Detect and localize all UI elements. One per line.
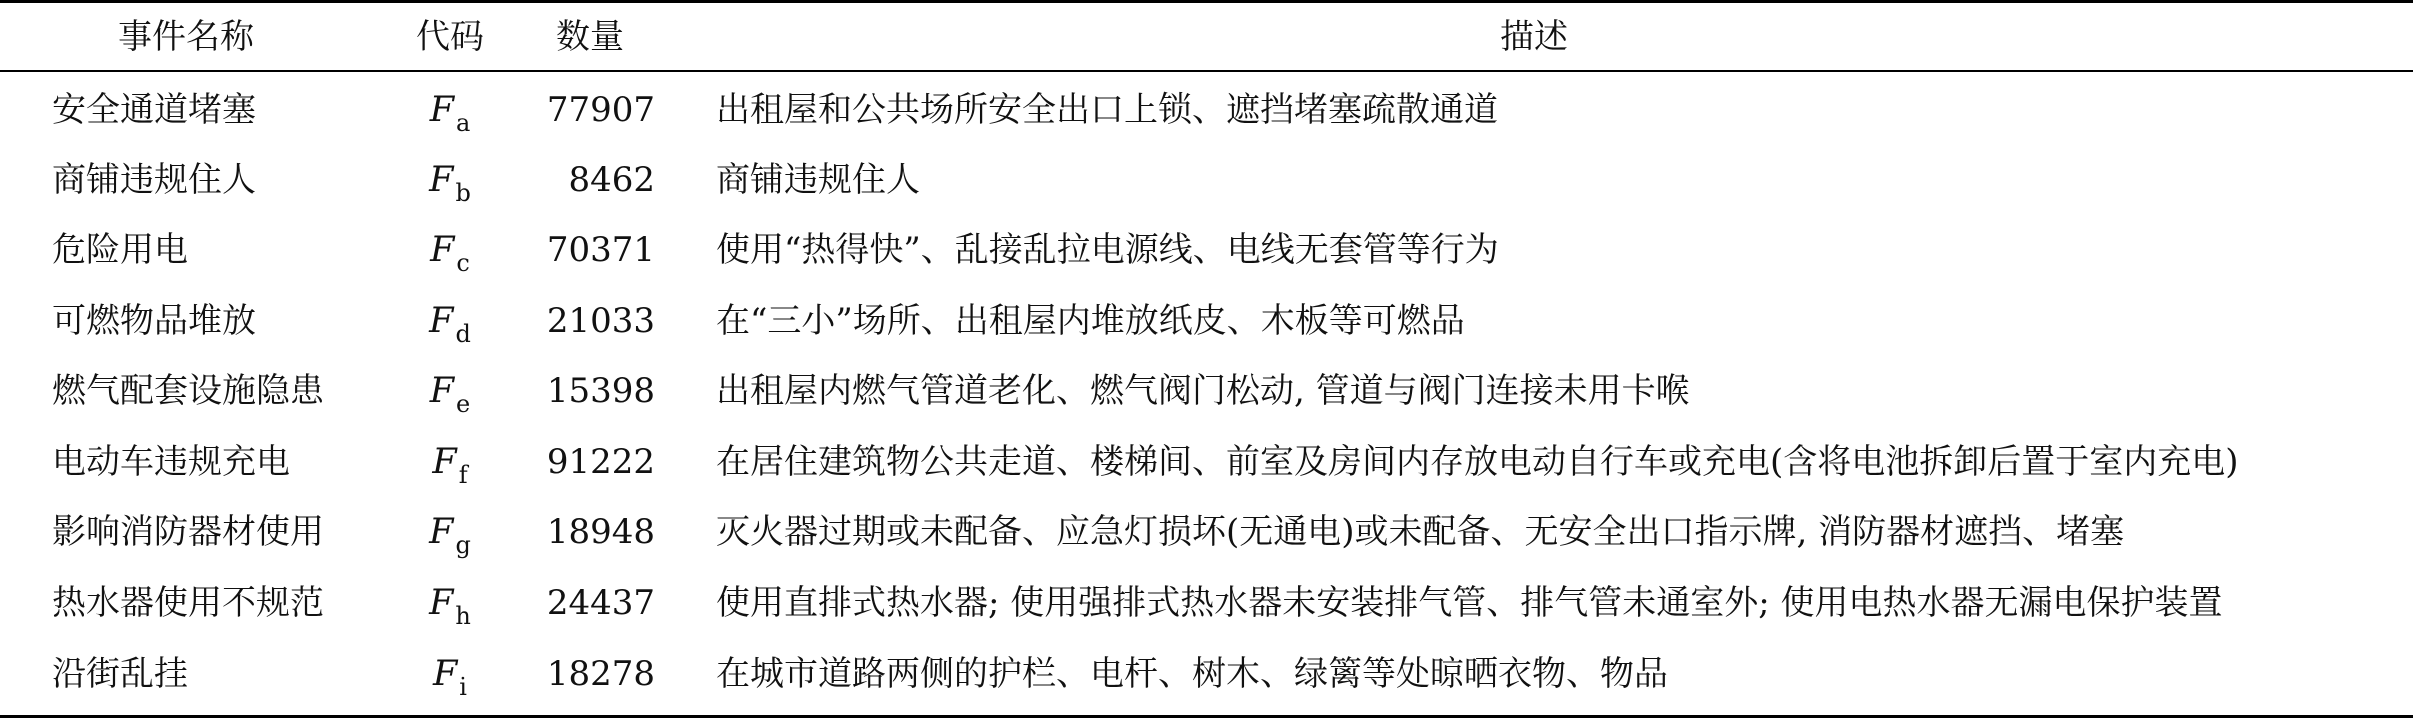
table-row [0, 568, 2413, 638]
event-description: 使用“热得快”、乱接乱拉电源线、电线无套管等行为 [716, 230, 1499, 270]
event-count: 8462 [568, 160, 655, 200]
event-code [380, 356, 520, 426]
code-symbol: F [429, 160, 454, 200]
event-name: 危险用电 [52, 230, 188, 270]
code-subscript: d [455, 320, 471, 348]
table-row [0, 427, 2413, 497]
event-count: 91222 [546, 442, 655, 482]
event-name: 电动车违规充电 [52, 442, 290, 482]
code-subscript: c [456, 249, 470, 277]
event-code [380, 497, 520, 567]
table-row [0, 639, 2413, 709]
event-code [380, 427, 520, 497]
event-count: 18278 [546, 654, 655, 694]
code-symbol: F [430, 230, 455, 270]
event-description: 出租屋和公共场所安全出口上锁、遮挡堵塞疏散通道 [716, 90, 1498, 130]
event-code [380, 286, 520, 356]
event-code [380, 215, 520, 285]
code-subscript: i [459, 673, 467, 701]
event-description: 商铺违规住人 [716, 160, 920, 200]
code-symbol: F [429, 512, 454, 552]
table-row [0, 145, 2413, 215]
table-row [0, 75, 2413, 145]
event-count: 70371 [546, 230, 655, 270]
code-subscript: a [455, 109, 471, 137]
table-row [0, 215, 2413, 285]
event-code [380, 145, 520, 215]
code-symbol: F [429, 583, 454, 623]
event-count: 18948 [546, 512, 655, 552]
header-description: 描述 [1500, 17, 1568, 57]
event-name: 影响消防器材使用 [52, 512, 324, 552]
code-symbol: F [432, 442, 457, 482]
code-symbol: F [433, 654, 458, 694]
event-description: 使用直排式热水器; 使用强排式热水器未安装排气管、排气管未通室外; 使用电热水器无漏电保护装置 [716, 583, 2223, 623]
event-count: 15398 [546, 371, 655, 411]
header-rule [0, 70, 2413, 72]
event-code [380, 75, 520, 145]
event-description: 出租屋内燃气管道老化、燃气阀门松动, 管道与阀门连接未用卡喉 [716, 371, 1690, 411]
event-code [380, 639, 520, 709]
code-symbol: F [429, 371, 455, 411]
header-code: 代码 [416, 17, 484, 57]
event-name: 可燃物品堆放 [52, 301, 256, 341]
event-code [380, 568, 520, 638]
header-row [0, 2, 2413, 72]
code-symbol: F [429, 301, 454, 341]
event-name: 安全通道堵塞 [52, 90, 256, 130]
event-name: 商铺违规住人 [52, 160, 256, 200]
code-subscript: b [455, 179, 471, 207]
table-row [0, 286, 2413, 356]
code-subscript: g [455, 531, 471, 559]
event-name: 热水器使用不规范 [52, 583, 324, 623]
table-row [0, 497, 2413, 567]
event-count: 24437 [546, 583, 655, 623]
event-description: 灭火器过期或未配备、应急灯损坏(无通电)或未配备、无安全出口指示牌, 消防器材遮挡、堵塞 [716, 512, 2125, 552]
event-description: 在居住建筑物公共走道、楼梯间、前室及房间内存放电动自行车或充电(含将电池拆卸后置于室内充电) [716, 442, 2239, 482]
code-subscript: f [458, 461, 468, 489]
event-description: 在“三小”场所、出租屋内堆放纸皮、木板等可燃品 [716, 301, 1465, 341]
event-name: 燃气配套设施隐患 [52, 371, 324, 411]
code-subscript: h [455, 602, 471, 630]
header-count: 数量 [556, 17, 624, 57]
table-row [0, 356, 2413, 426]
event-count: 77907 [546, 90, 655, 130]
event-count: 21033 [546, 301, 655, 341]
code-symbol: F [429, 90, 454, 130]
header-name: 事件名称 [118, 17, 254, 57]
event-name: 沿街乱挂 [52, 654, 188, 694]
event-description: 在城市道路两侧的护栏、电杆、树木、绿篱等处晾晒衣物、物品 [716, 654, 1668, 694]
code-subscript: e [456, 390, 471, 418]
bottom-rule [0, 715, 2413, 718]
